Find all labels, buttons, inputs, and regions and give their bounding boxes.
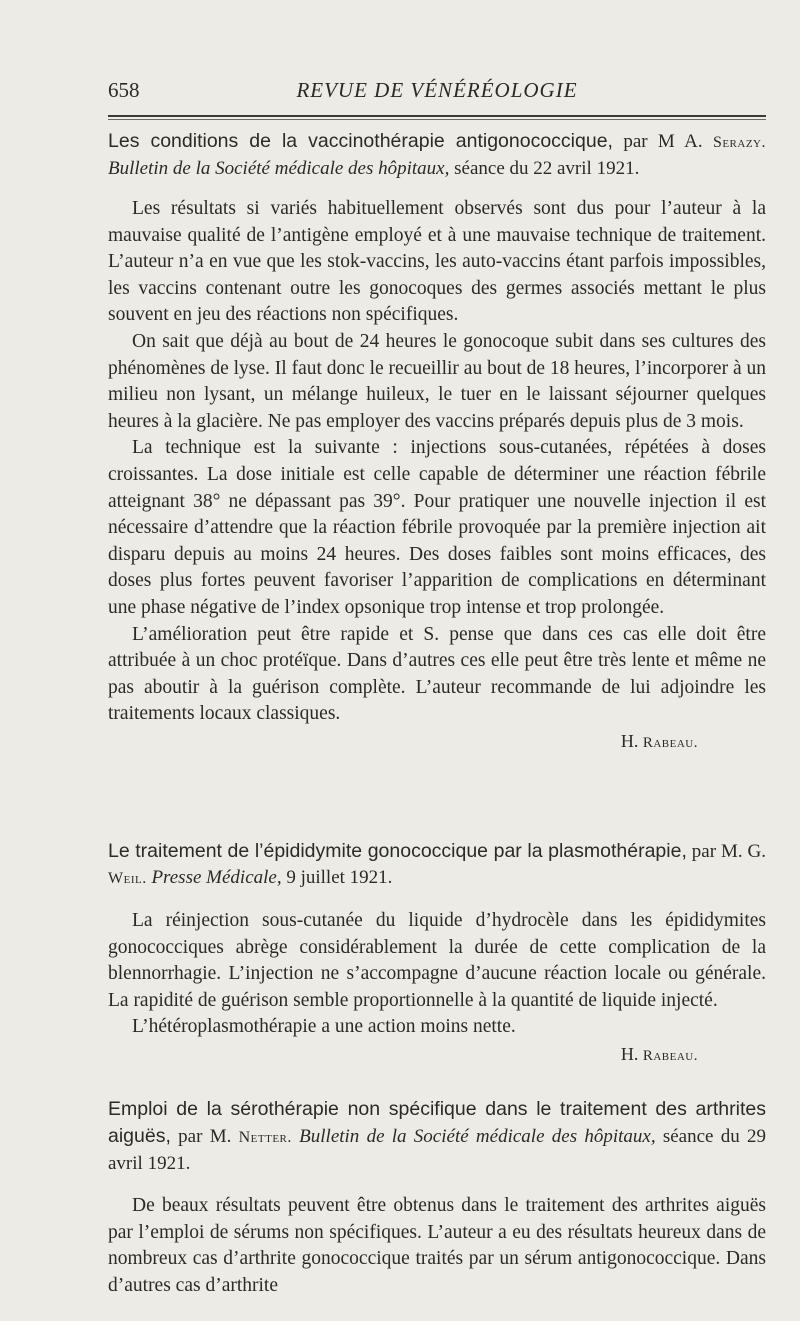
publication-date: séance du 22 avril 1921. (454, 158, 640, 179)
journal-name: Bulletin de la Société médicale des hôpitaux, (299, 1126, 656, 1147)
paragraph: L’amélioration peut être rapide et S. pense que dans ces cas elle doit être attribuée à un choc protéïque. Dans d’autres ces elle peut être très lente et même ne pas aboutir à la guérison complète. L’auteur recommande de lui adjoindre les traitements locaux classiques. (108, 623, 766, 725)
signature-name: Rabeau. (642, 1047, 698, 1064)
running-header (108, 78, 766, 104)
article-by: par (623, 131, 648, 152)
article-epididymite (108, 838, 766, 1069)
article-by: par (691, 841, 717, 862)
author-name: Serazy. (712, 134, 766, 151)
author-initial: M. G. (720, 841, 767, 862)
signature-initial: H. (620, 730, 639, 751)
article-heading (108, 128, 766, 182)
publication-date: 9 juillet 1921. (286, 867, 393, 888)
article-heading (108, 838, 766, 892)
paragraph: Les résultats si variés habituellement observés sont dus pour l’auteur à la mauvaise qualité de l’antigène employé et à une mauvaise technique de traitement. L’auteur n’a en vue que les stok-vaccins, les auto-vaccins étant parfois impossibles, les vaccins contenant outre les gonocoques des germes associés mettant le plus souvent en jeu des réactions non spécifiques. (108, 198, 766, 326)
article-serotherapie (108, 1096, 766, 1299)
paragraph: La technique est la suivante : injections sous-cutanées, répétées à doses croissantes. La dose initiale est celle capable de déterminer une réaction fébrile atteignant 38° ne dépassant pas 39°. Pour pratiquer une nouvelle injection il est nécessaire d’attendre que la réaction fébrile provoquée par la première injection ait disparu depuis au moins 24 heures. Des doses faibles sont moins efficaces, des doses plus fortes peuvent favoriser l’apparition de complications en déterminant une phase négative de l’index opsonique trop intense et trop prolongée. (108, 437, 766, 618)
paragraph: La réinjection sous-cutanée du liquide d’hydrocèle dans les épididymites gonococciques abrège considérablement la durée de cette complication de la blennorrhagie. L’injection ne s’accompagne d’aucune réaction locale ou générale. La rapidité de guérison semble proportionnelle à la quantité de liquide injecté. (108, 910, 766, 1011)
article-vaccinotherapie (108, 128, 766, 756)
author-initial: M. (209, 1126, 232, 1147)
article-title: Emploi de la sérothérapie non spécifique dans le traitement des arthrites aiguës, (108, 1098, 766, 1147)
page-number: 658 (108, 78, 140, 102)
paragraph: On sait que déjà au bout de 24 heures le gonocoque subit dans ses cultures des phénomènes de lyse. Il faut donc le recueillir au bout de 18 heures, l’incorporer à un milieu non lysant, un mélange huileux, le tuer en le laissant séjourner quelques heures à la glacière. Ne pas employer des vaccins préparés depuis plus de 3 mois. (108, 330, 766, 432)
header-rule (108, 115, 766, 117)
author-initial: M A. (657, 131, 703, 152)
article-by: par (178, 1126, 203, 1147)
article-title: Les conditions de la vaccinothérapie antigonococcique, (108, 130, 613, 152)
running-title: REVUE DE VÉNÉRÉOLOGIE (296, 78, 578, 102)
journal-name: Bulletin de la Société médicale des hôpitaux, (108, 158, 450, 179)
publication-date: séance du 29 avril 1921. (108, 1126, 767, 1174)
author-name: Weil. (108, 870, 147, 887)
paragraph: De beaux résultats peuvent être obtenus dans le traitement des arthrites aiguës par l’emploi de sérums non spécifiques. L’auteur a eu des résultats heureux dans de nombreux cas d’arthrite gonococcique traités par un sérum antigonococcique. Dans d’autres cas d’arthrite (108, 1195, 766, 1296)
signature (108, 1041, 766, 1069)
signature (108, 728, 766, 756)
paragraph: L’hétéroplasmothérapie a une action moins nette. (132, 1016, 516, 1038)
article-heading (108, 1096, 766, 1177)
author-name: Netter. (238, 1129, 292, 1146)
article-title: Le traitement de l’épididymite gonococcique par la plasmothérapie, (108, 840, 687, 862)
signature-name: Rabeau. (642, 734, 698, 751)
header-rule-thin (108, 119, 766, 120)
signature-initial: H. (620, 1043, 639, 1064)
journal-name: Presse Médicale, (151, 867, 282, 888)
